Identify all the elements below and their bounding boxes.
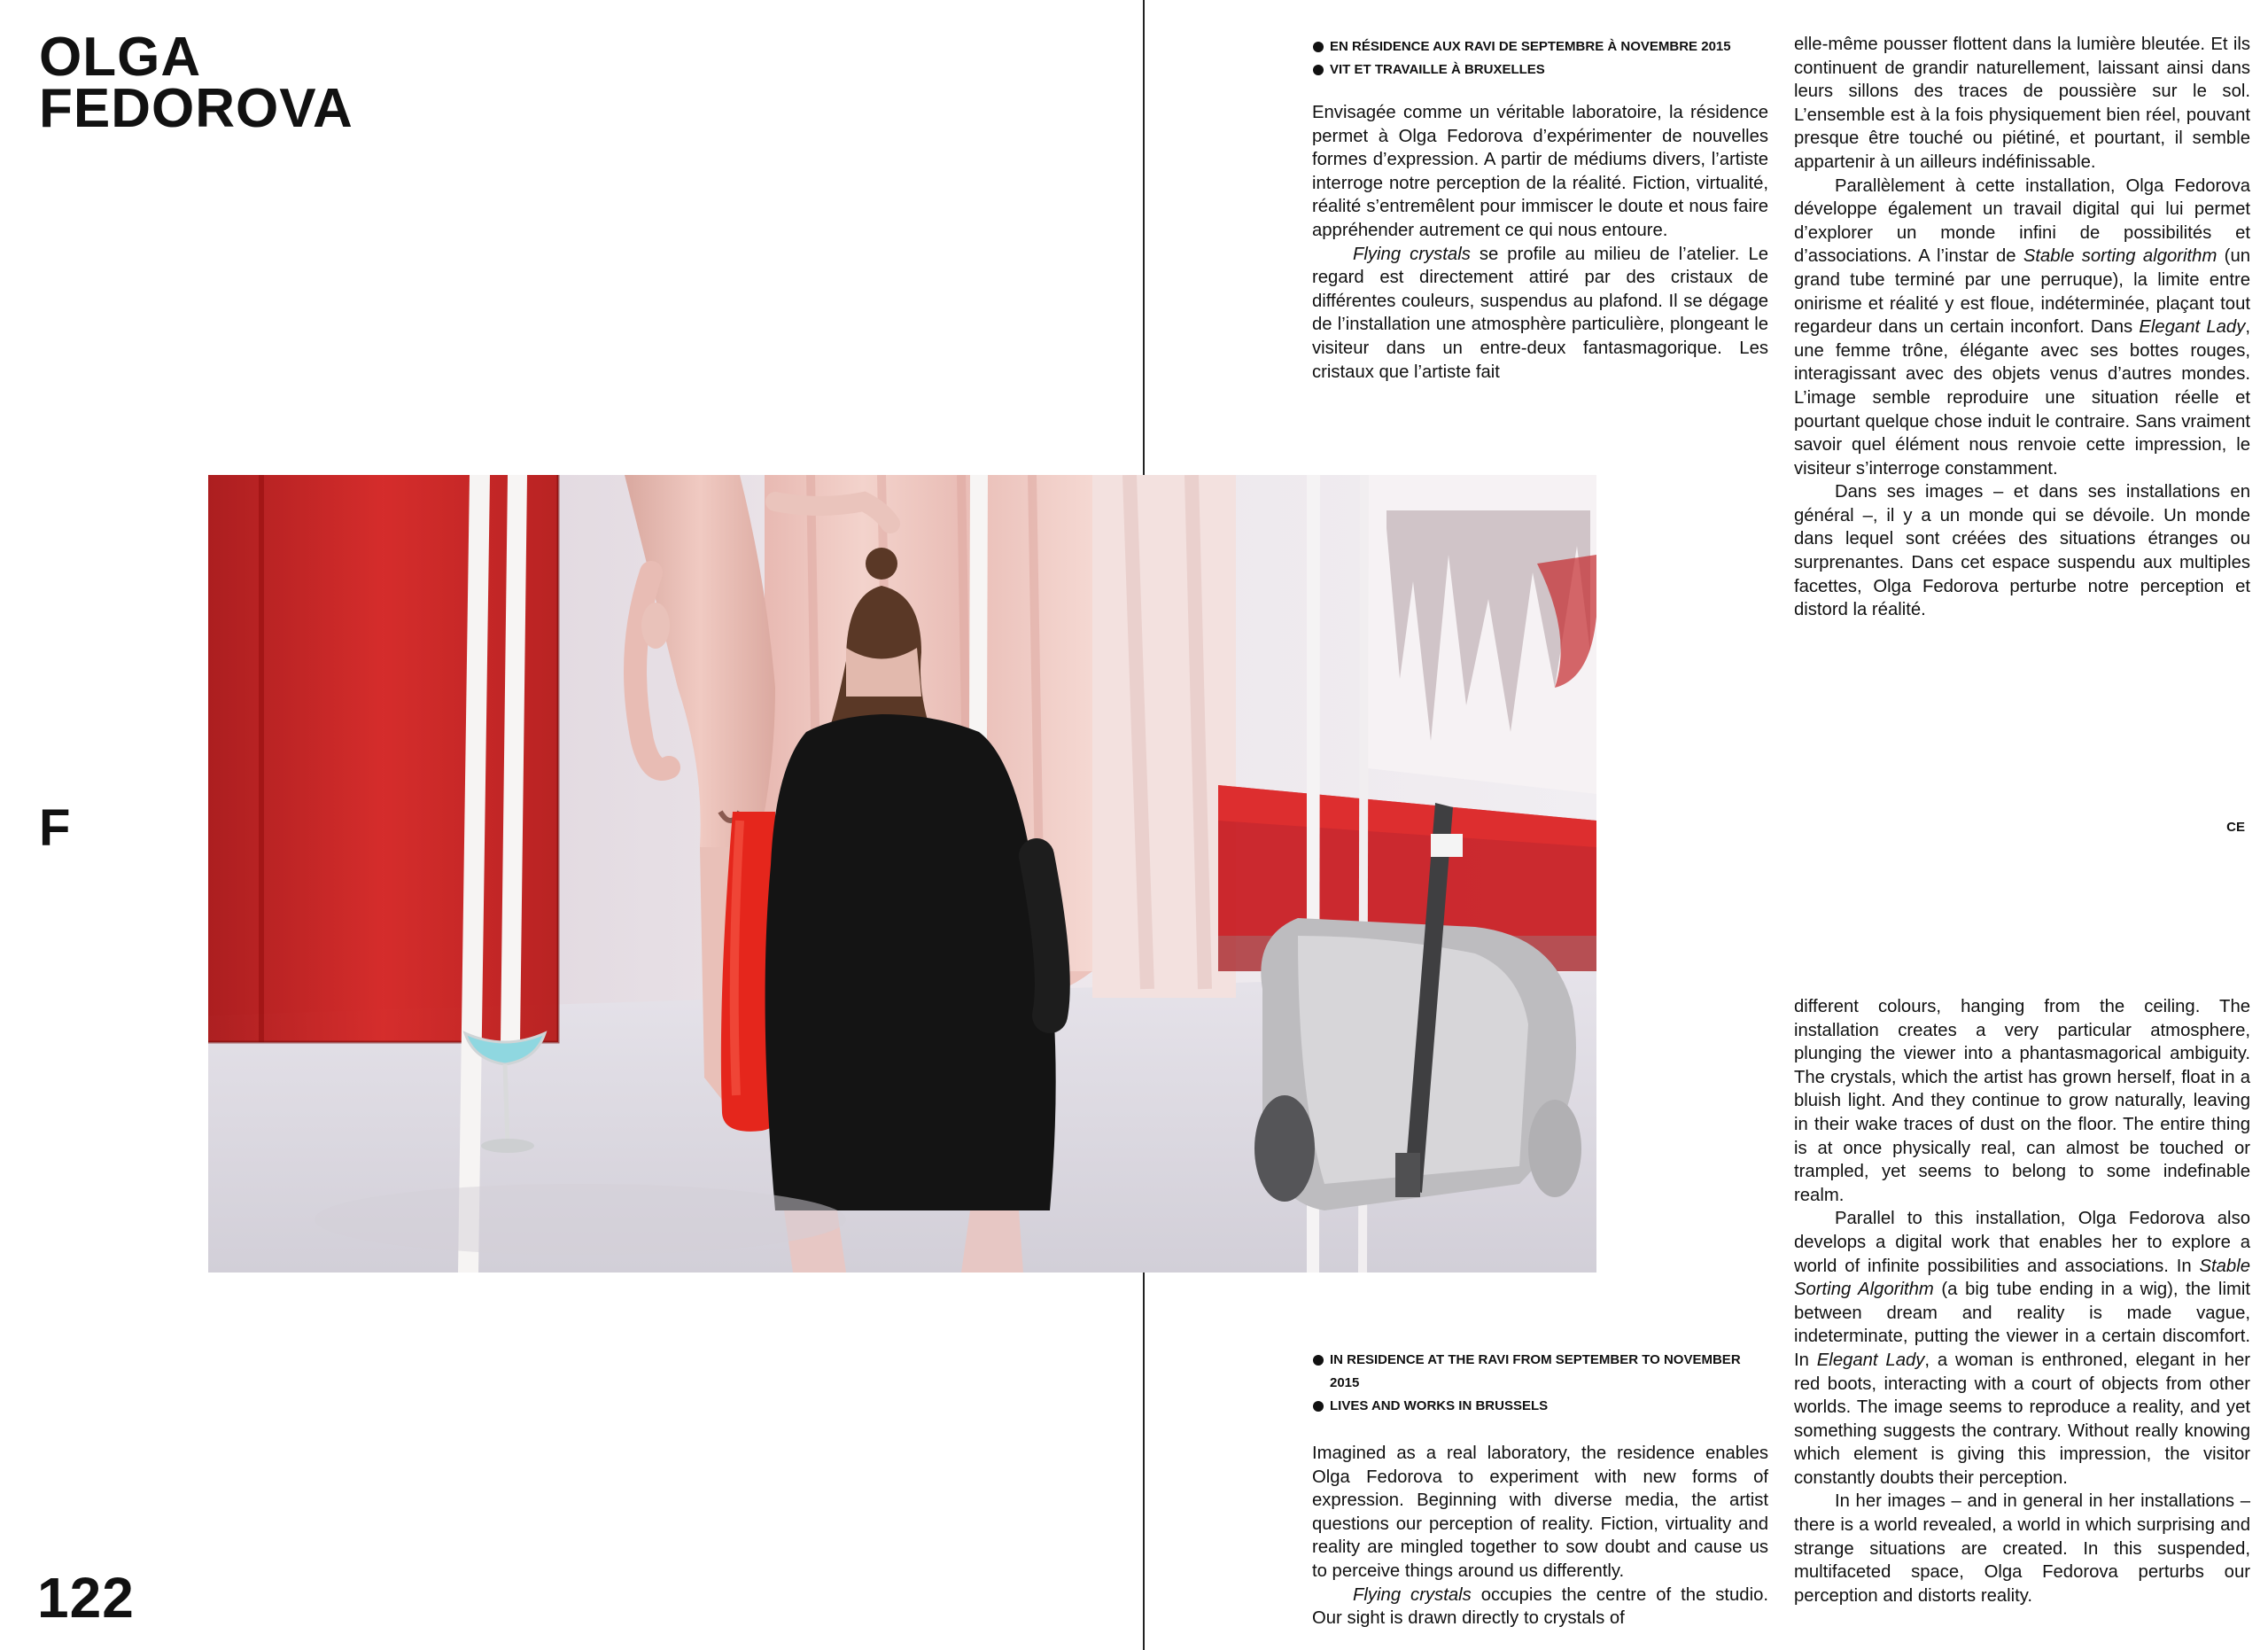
paragraph: Dans ses images – et dans ses installations en général –, il y a un monde qui se dévoile. Un monde dans lequel sont créées des situations étranges ou surprenantes. Dans cet espace suspendu aux multiples facettes, Olga Fedorova perturbe notre perception et distord la réalité. [1794, 482, 2250, 620]
paragraph-continued: different colours, hanging from the ceiling. The installation creates a very particular atmosphere, plunging the viewer into a phantasmagorical ambiguity. The crystals, which the artist has grown herself, float in a bluish light. And they continue to grow naturally, leaving in their wake traces of dust on the floor. The entire thing is at once physically real, can almost be touched or trampled, yet seems to belong to some indefinable realm. [1794, 997, 2250, 1205]
french-text-column-right [1794, 33, 2250, 622]
info-item-location: VIT ET TRAVAILLE À BRUXELLES [1312, 58, 1773, 82]
paragraph: In her images – and in general in her installations – there is a world revealed, a world in which surprising and strange situations are created. In this suspended, multifaceted space, Olga Fedorova perturbs our perception and distorts reality. [1794, 1491, 2250, 1606]
info-item-residency-dates: EN RÉSIDENCE AUX RAVI DE SEPTEMBRE À NOVEMBRE 2015 [1312, 35, 1773, 58]
artist-first-name: OLGA [39, 27, 202, 88]
info-item-residency-dates: IN RESIDENCE AT THE RAVI FROM SEPTEMBER TO NOVEMBER 2015 [1312, 1349, 1773, 1395]
paragraph: Envisagée comme un véritable laboratoire, la résidence permet à Olga Fedorova d’expérimenter de nouvelles formes d’expression. A partir de médiums divers, l’artiste interroge notre perception de la réalité. Fiction, virtualité, réalité s’entremêlent pour immiscer le doute et nous faire appréhender autrement ce qui nous entoure. [1312, 103, 1768, 240]
french-text-column-left [1312, 101, 1768, 384]
artist-last-name: FEDOROVA [39, 78, 353, 139]
paragraph: Flying crystals se profile au milieu de l’atelier. Le regard est directement attiré par des cristaux de différentes couleurs, suspendus au plafond. Il se dégage de l’installation une atmosphère particulière, plongeant le visiteur dans un entre-deux fantasmagorique. Les cristaux que l’artiste fait [1312, 244, 1768, 382]
installation-photo-illustration [208, 475, 1596, 1273]
page-number: 122 [37, 1566, 135, 1630]
paragraph: Imagined as a real laboratory, the residence enables Olga Fedorova to experiment with new forms of expression. Beginning with diverse media, the artist questions our perception of reality. Fiction, virtuality and reality are mingled together to sow doubt and cause us to perceive things around us differently. [1312, 1444, 1768, 1581]
index-initial-letter: F [39, 799, 71, 857]
paragraph: Flying crystals occupies the centre of the studio. Our sight is drawn directly to crystals of [1312, 1584, 1768, 1629]
section-tag: CE [2226, 820, 2245, 835]
english-text-column-left [1312, 1442, 1768, 1631]
paragraph: Parallèlement à cette installation, Olga Fedorova développe également un travail digital qui lui permet d’explorer un monde infini de possibilités et d’associations. A l’instar de Stable sorting algorithm (un grand tube terminé par une perruque), la limite entre onirisme et réalité y est floue, indéterminée, plaçant tout regardeur dans un certain inconfort. Dans Elegant Lady, une femme trône, élégante avec ses bottes rouges, interagissant avec des objets venus d’autres mondes. L’image semble reproduire une situation réelle et pourtant quelque chose induit le contraire. Sans vraiment savoir quel élément nous renvoie cette impression, le visiteur s’interroge constamment. [1794, 175, 2250, 479]
artist-name-heading [39, 27, 353, 139]
info-item-location: LIVES AND WORKS IN BRUSSELS [1312, 1395, 1773, 1418]
english-text-column-right [1794, 995, 2250, 1607]
residency-info-english [1312, 1349, 1773, 1418]
paragraph: Parallel to this installation, Olga Fedorova also develops a digital work that enables her to explore a world of infinite possibilities and associations. In Stable Sorting Algorithm (a big tube ending in a wig), the limit between dream and reality is made vague, indeterminate, putting the viewer in a certain discomfort. In Elegant Lady, a woman is enthroned, elegant in her red boots, interacting with a court of objects from other worlds. The image seems to reproduce a reality, and yet something suggests the contrary. Without really knowing which element is giving this impression, the visitor constantly doubts their perception. [1794, 1209, 2251, 1488]
paragraph-continued: elle-même pousser flottent dans la lumière bleutée. Et ils continuent de grandir naturellement, laissant ainsi dans leurs sillons des traces de poussière sur le sol. L’ensemble est à la fois physiquement bien réel, pouvant presque être touché ou piétiné, et pourtant, il semble appartenir à un ailleurs indéfinissable. [1794, 35, 2250, 172]
residency-info-french [1312, 35, 1773, 82]
installation-photo [208, 475, 1596, 1273]
